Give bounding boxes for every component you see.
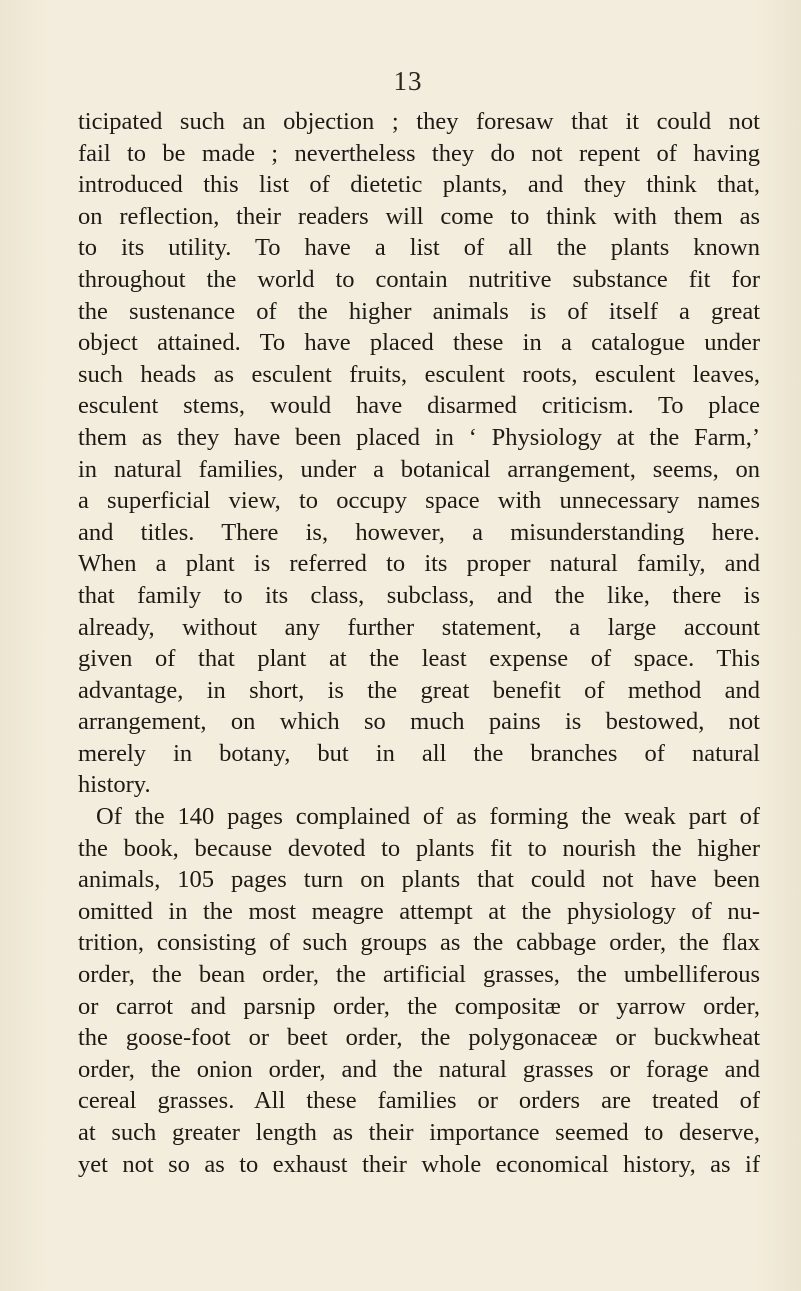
text-line: in natural families, under a botanical arrangement, seems, on (78, 455, 760, 483)
text-line: omitted in the most meagre attempt at the physiology of nu- (78, 897, 760, 925)
text-line: ticipated such an objection ; they foresaw that it could not (78, 108, 760, 135)
text-line: such heads as esculent fruits, esculent roots, esculent leaves, (78, 360, 760, 388)
text-line: cereal grasses. All these families or orders are treated of (78, 1087, 760, 1115)
text-line: and titles. There is, however, a misunderstanding here. (78, 518, 760, 546)
text-line: the book, because devoted to plants fit to nourish the higher (78, 834, 760, 862)
text-line: merely in botany, but in all the branches of natural (78, 739, 760, 767)
text-line: or carrot and parsnip order, the compositæ or yarrow order, (78, 992, 760, 1020)
text-line: object attained. To have placed these in a catalogue under (78, 329, 760, 357)
text-line: given of that plant at the least expense of space. This (78, 645, 760, 673)
text-line: them as they have been placed in ‘ Physiology at the Farm,’ (78, 423, 760, 451)
text-line: introduced this list of dietetic plants, and they think that, (78, 171, 760, 199)
text-line: already, without any further statement, a large account (78, 613, 760, 641)
text-line: at such greater length as their importance seemed to deserve, (78, 1119, 760, 1146)
text-line: to its utility. To have a list of all the plants known (78, 234, 760, 262)
text-line: fail to be made ; nevertheless they do not repent of having (78, 139, 760, 167)
text-line: When a plant is referred to its proper natural family, and (78, 550, 760, 578)
text-line: a superficial view, to occupy space with unnecessary names (78, 487, 760, 515)
text-line: order, the bean order, the artificial grasses, the umbelliferous (78, 961, 760, 989)
text-line: yet not so as to exhaust their whole economical history, as if (78, 1150, 760, 1178)
text-line: trition, consisting of such groups as the cabbage order, the flax (78, 929, 760, 957)
body-text (78, 106, 760, 1180)
text-line: throughout the world to contain nutritive substance fit for (78, 265, 760, 293)
text-line: the goose-foot or beet order, the polygonaceæ or buckwheat (78, 1024, 760, 1052)
text-line: arrangement, on which so much pains is bestowed, not (78, 708, 760, 736)
page-number: 13 (393, 66, 423, 96)
text-line: esculent stems, would have disarmed criticism. To place (78, 392, 760, 420)
text-line: that family to its class, subclass, and the like, there is (78, 581, 760, 609)
text-line: Of the 140 pages complained of as forming the weak part of (96, 803, 760, 831)
text-line: advantage, in short, is the great benefit of method and (78, 676, 760, 704)
text-line: order, the onion order, and the natural grasses or forage and (78, 1055, 760, 1083)
text-line: animals, 105 pages turn on plants that could not have been (78, 866, 760, 894)
text-line: on reflection, their readers will come to think with them as (78, 202, 760, 230)
text-line: the sustenance of the higher animals is of itself a great (78, 297, 760, 325)
text-line: history. (78, 771, 151, 799)
